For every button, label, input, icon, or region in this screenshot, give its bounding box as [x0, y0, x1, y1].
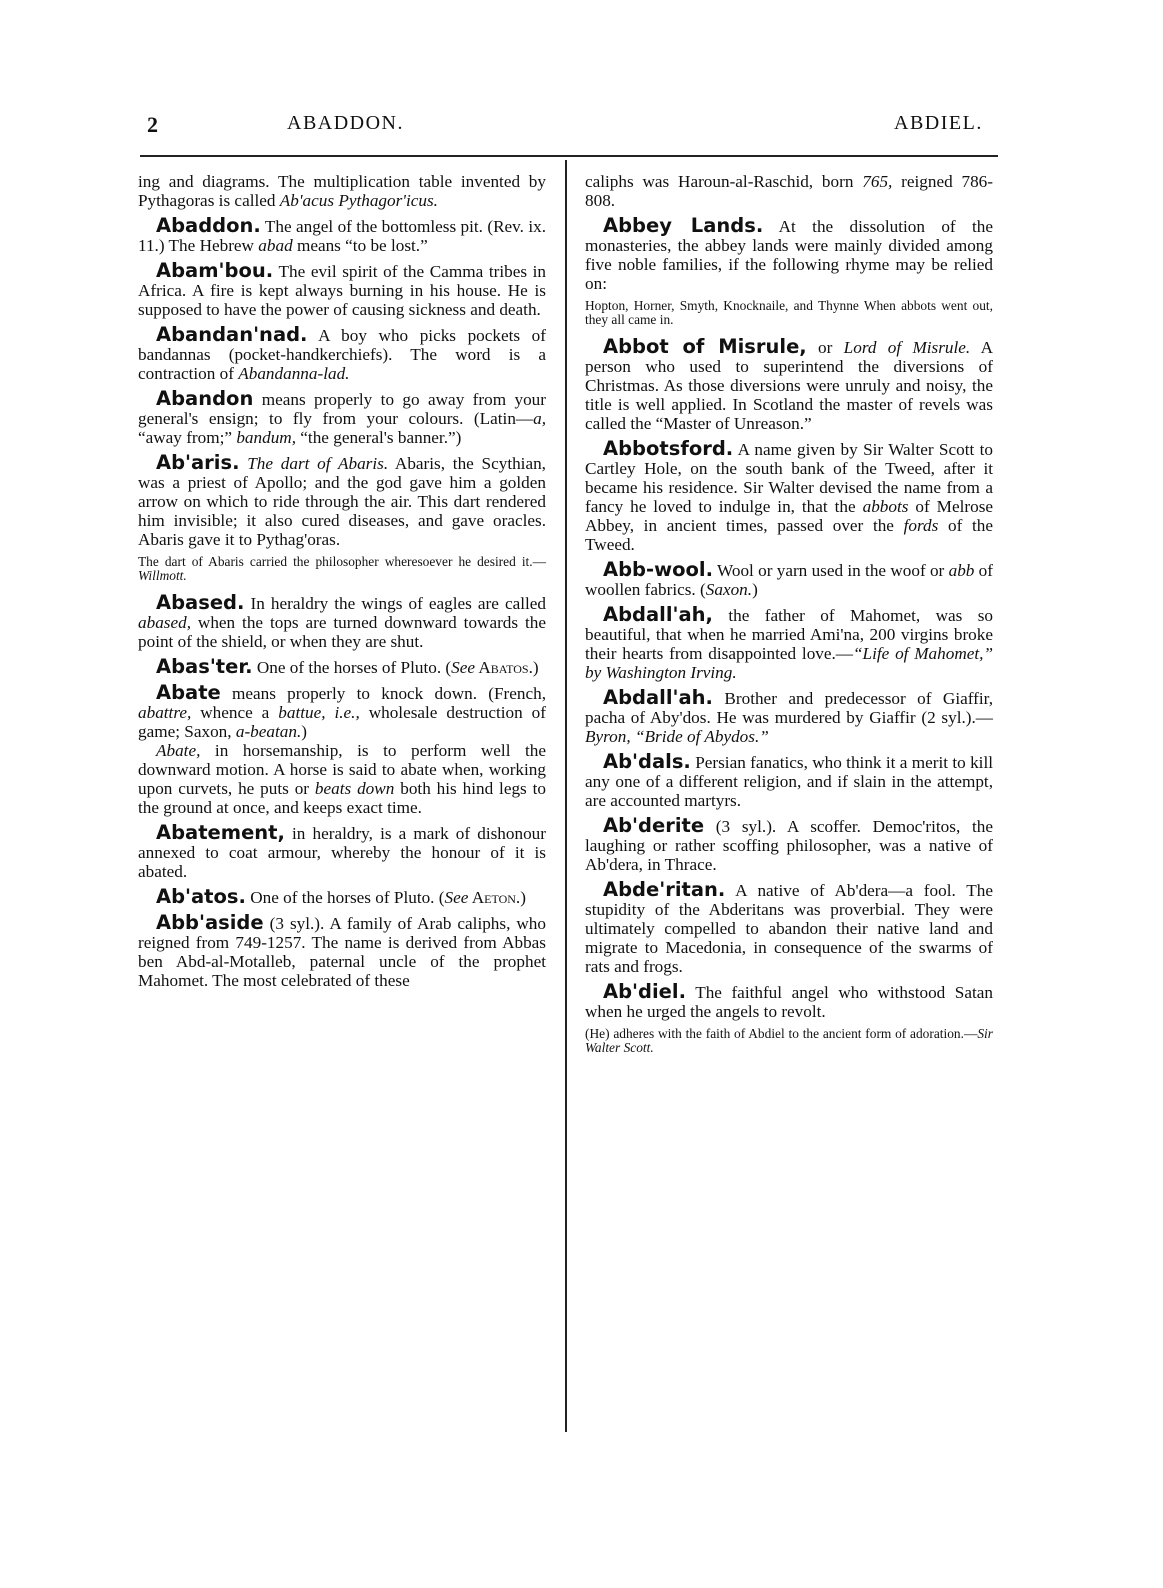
- entry-abbotsford: Abbotsford. A name given by Sir Walter Scott to Cartley Hole, on the south bank of the Tweed, after it became his residence. Sir Walter devised the name from a fancy he loved to indulge in, that the abbots of Melrose Abbey, in ancient times, passed over the fords of the Tweed.: [585, 437, 994, 554]
- entry-abdallah-1: Abdall'ah, the father of Mahomet, was so beautiful, that when he married Ami'na, 200 virgins broke their hearts from disappointed love.—“Life of Mahomet,” by Washington Irving.: [585, 603, 994, 682]
- headword: Abde'ritan.: [603, 878, 726, 901]
- quotation: (He) adheres with the faith of Abdiel to the ancient form of adoration.—Sir Walter Scott.: [585, 1026, 993, 1055]
- headword: Abatement,: [156, 821, 285, 844]
- headword: Abate: [156, 681, 221, 704]
- headword: Abbey Lands.: [603, 214, 764, 237]
- headword: Abbotsford.: [603, 437, 734, 460]
- headword: Ab'diel.: [603, 980, 686, 1003]
- entry-abatos: Ab'atos. One of the horses of Pluto. (See Aeton.): [156, 885, 526, 908]
- headword: Abdall'ah.: [603, 686, 713, 709]
- headword: Abas'ter.: [156, 655, 253, 678]
- entry-abb-wool: Abb-wool. Wool or yarn used in the woof or abb of woollen fabrics. (Saxon.): [585, 558, 993, 599]
- page-number: 2: [147, 112, 158, 137]
- headword: Abandon: [156, 387, 254, 410]
- entry-abdiel: Ab'diel. The faithful angel who withstood Satan when he urged the angels to revolt.: [585, 980, 993, 1021]
- entry-abate-sense-2: Abate, in horsemanship, is to perform well the downward motion. A horse is said to abate when, working upon curvets, he puts or beats down both his hind legs to the ground at once, and keeps exact time.: [138, 741, 546, 817]
- entry-abderite: Ab'derite (3 syl.). A scoffer. Democ'ritos, the laughing or rather scoffing philosopher, was a native of Ab'dera, in Thrace.: [585, 814, 993, 874]
- headword: Ab'derite: [603, 814, 705, 837]
- entry-abdallah-2: Abdall'ah. Brother and predecessor of Giaffir, pacha of Aby'dos. He was murdered by Giaffir (2 syl.).—Byron, “Bride of Abydos.”: [585, 686, 993, 746]
- right-column: [585, 172, 993, 1065]
- headword: Abb-wool.: [603, 558, 714, 581]
- entry-abandannad: Abandan'nad. A boy who picks pockets of bandannas (pocket-handkerchiefs). The word is a contraction of Abandanna-lad.: [138, 323, 546, 383]
- quotation-author: Sir Walter Scott.: [585, 1026, 993, 1055]
- column-divider: [565, 160, 567, 1432]
- headword: Abased.: [156, 591, 245, 614]
- headword: Abam'bou.: [156, 259, 274, 282]
- entry-abaddon: Abaddon. The angel of the bottomless pit. (Rev. ix. 11.) The Hebrew abad means “to be lost.”: [138, 214, 546, 255]
- quotation-author: Willmott.: [138, 568, 187, 583]
- headword: Abdall'ah,: [603, 603, 713, 626]
- entry-abbot-of-misrule: Abbot of Misrule, or Lord of Misrule. A person who used to superintend the diversions of Christmas. As those diversions were unruly and noisy, the title is well applied. In Scotland the master of revels was called the “Master of Unreason.”: [585, 335, 993, 433]
- running-header: [147, 112, 997, 142]
- continuation-text: caliphs was Haroun-al-Raschid, born 765, reigned 786-808.: [585, 172, 993, 210]
- continuation-text: ing and diagrams. The multiplication table invented by Pythagoras is called Ab'acus Pythagor'icus.: [138, 172, 546, 210]
- entry-abate: Abate means properly to knock down. (French, abattre, whence a battue, i.e., wholesale destruction of game; Saxon, a-beatan.): [138, 681, 546, 741]
- entry-abdals: Ab'dals. Persian fanatics, who think it a merit to kill any one of a different religion, and if slain in the attempt, are accounted martyrs.: [585, 750, 993, 810]
- headword: Abb'aside: [156, 911, 264, 934]
- right-guide-word: ABDIEL.: [894, 112, 983, 134]
- headword: Abbot of Misrule,: [603, 335, 807, 358]
- entry-abaris: Ab'aris. The dart of Abaris. Abaris, the Scythian, was a priest of Apollo; and the god gave him a golden arrow on which to ride through the air. This dart rendered him invisible; it also cured diseases, and gave oracles. Abaris gave it to Pythag'oras.: [138, 451, 546, 549]
- headword: Ab'atos.: [156, 885, 246, 908]
- left-column: [138, 172, 546, 996]
- header-rule: [140, 155, 998, 157]
- headword: Ab'dals.: [603, 750, 691, 773]
- entry-abased: Abased. In heraldry the wings of eagles are called abased, when the tops are turned downward towards the point of the shield, or when they are shut.: [138, 591, 546, 651]
- entry-abambou: Abam'bou. The evil spirit of the Camma tribes in Africa. A fire is kept always burning in his house. He is supposed to have the power of causing sickness and death.: [138, 259, 546, 319]
- entry-abandon: Abandon means properly to go away from your general's ensign; to fly from your colours. (Latin—a, “away from;” bandum, “the general's banner.”): [138, 387, 546, 447]
- headword: Abandan'nad.: [156, 323, 308, 346]
- left-guide-word: ABADDON.: [287, 112, 404, 134]
- entry-abaster: Abas'ter. One of the horses of Pluto. (See Abatos.): [156, 655, 539, 678]
- entry-abatement: Abatement, in heraldry, is a mark of dishonour annexed to coat armour, whereby the honour of it is abated.: [138, 821, 546, 881]
- quotation: The dart of Abaris carried the philosopher wheresoever he desired it.—Willmott.: [138, 554, 546, 583]
- entry-abderitan: Abde'ritan. A native of Ab'dera—a fool. The stupidity of the Abderitans was proverbial. They were ultimately compelled to abandon their native land and migrate to Macedonia, in consequence of the swarms of rats and frogs.: [585, 878, 993, 976]
- entry-abbey-lands: Abbey Lands. At the dissolution of the monasteries, the abbey lands were mainly divided among five noble families, if the following rhyme may be relied on:: [585, 214, 993, 293]
- headword: Ab'aris.: [156, 451, 240, 474]
- quotation: Hopton, Horner, Smyth, Knocknaile, and Thynne When abbots went out, they all came in.: [585, 298, 993, 327]
- headword: Abaddon.: [156, 214, 261, 237]
- entry-abbaside: Abb'aside (3 syl.). A family of Arab caliphs, who reigned from 749-1257. The name is derived from Abbas ben Abd-al-Motalleb, paternal uncle of the prophet Mahomet. The most celebrated of these: [138, 911, 546, 990]
